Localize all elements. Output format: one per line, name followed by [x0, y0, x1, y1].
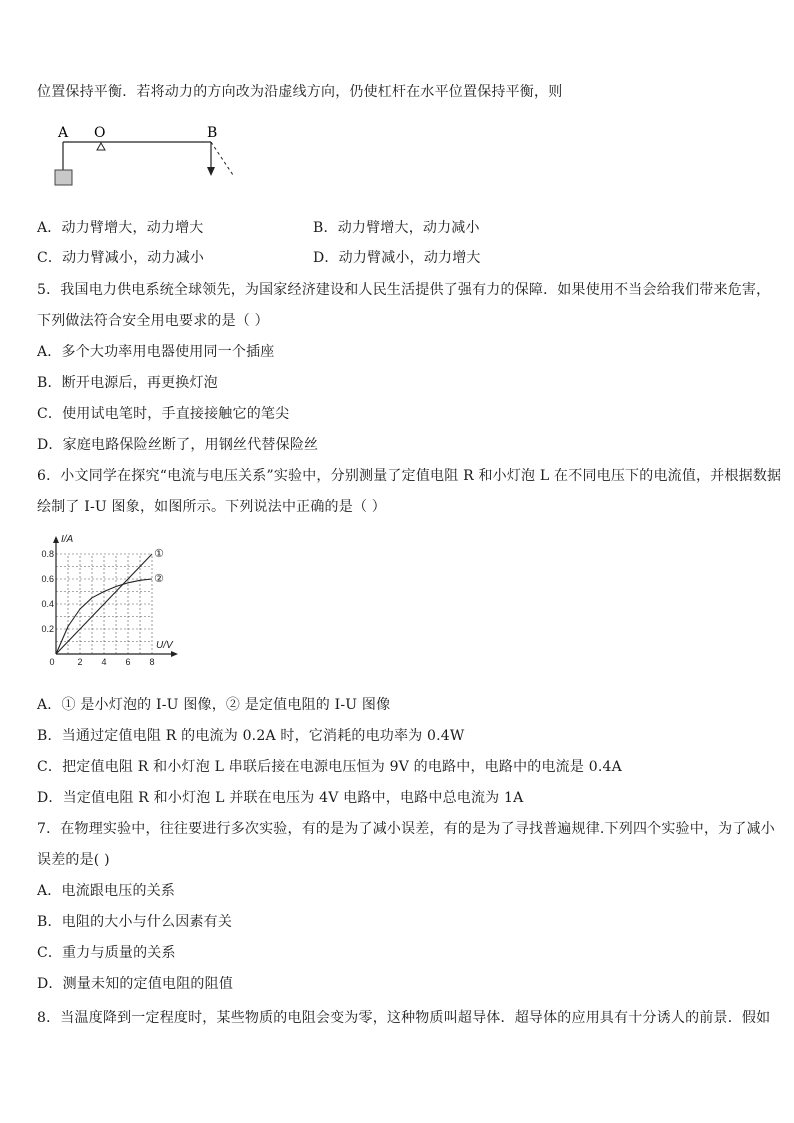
origin-label: 0 — [49, 657, 55, 667]
q5-stem-line-2: 下列做法符合安全用电要求的是（ ） — [37, 313, 269, 329]
y-tick-label: 0.8 — [41, 549, 54, 559]
series-label-1: ① — [154, 548, 164, 560]
y-tick-label: 0.2 — [41, 624, 54, 634]
lever-figure — [50, 122, 250, 192]
q4-option-c: C．动力臂减小，动力减小 — [37, 250, 205, 266]
iu-chart — [34, 530, 194, 670]
q5-option-a: A．多个大功率用电器使用同一个插座 — [37, 344, 275, 360]
q6-stem-line-2: 绘制了 I-U 图象，如图所示。下列说法中正确的是（ ） — [37, 499, 387, 515]
q5-option-c: C．使用试电笔时，手直接接触它的笔尖 — [37, 406, 290, 422]
y-tick-label: 0.6 — [41, 574, 54, 584]
q4-option-a: A．动力臂增大，动力增大 — [37, 220, 204, 236]
q5-stem-line-1: 5．我国电力供电系统全球领先，为国家经济建设和人民生活提供了强有力的保障．如果使用不当会给我们带来危害， — [37, 282, 771, 298]
lever-force-arrow-head — [207, 167, 215, 176]
q5-option-b: B．断开电源后，再更换灯泡 — [37, 375, 218, 391]
q4-option-d: D．动力臂减小，动力增大 — [313, 250, 481, 266]
y-axis-arrow — [53, 536, 59, 543]
q6-option-a: A．① 是小灯泡的 I-U 图像，② 是定值电阻的 I-U 图像 — [37, 697, 391, 713]
x-axis-label: U/V — [156, 640, 173, 651]
y-axis-label: I/A — [61, 534, 74, 545]
q4-intro: 位置保持平衡．若将动力的方向改为沿虚线方向，仍使杠杆在水平位置保持平衡，则 — [37, 84, 563, 100]
q7-option-b: B．电阻的大小与什么因素有关 — [37, 914, 233, 930]
lever-fulcrum-triangle — [97, 143, 105, 150]
q7-option-a: A．电流跟电压的关系 — [37, 883, 176, 899]
series-label-2: ② — [154, 573, 164, 585]
q7-option-d: D．测量未知的定值电阻的阻值 — [37, 976, 234, 992]
x-axis-arrow — [171, 651, 178, 657]
q7-option-c: C．重力与质量的关系 — [37, 945, 176, 961]
q4-option-b: B．动力臂增大，动力减小 — [313, 220, 480, 236]
q8-stem-line-1: 8．当温度降到一定程度时，某些物质的电阻会变为零，这种物质叫超导体．超导体的应用具有十分诱人的前景．假如 — [37, 1010, 771, 1026]
q7-stem-line-2: 误差的是( ) — [37, 852, 110, 868]
lever-label-o: O — [94, 125, 106, 141]
q6-option-b: B．当通过定值电阻 R 的电流为 0.2A 时，它消耗的电功率为 0.4W — [37, 728, 465, 744]
lever-dashed-force-line — [211, 142, 233, 175]
lever-label-a: A — [58, 125, 69, 141]
x-tick-label: 4 — [101, 657, 107, 667]
q7-stem-line-1: 7．在物理实验中，往往要进行多次实验，有的是为了减小误差，有的是为了寻找普遍规律.下列四个实验中，为了减小 — [37, 821, 775, 837]
y-tick-label: 0.4 — [41, 599, 54, 609]
q5-option-d: D．家庭电路保险丝断了，用钢丝代替保险丝 — [37, 437, 319, 453]
x-tick-label: 6 — [125, 657, 131, 667]
x-tick-label: 2 — [77, 657, 83, 667]
q6-option-d: D．当定值电阻 R 和小灯泡 L 并联在电压为 4V 电路中，电路中总电流为 1A — [37, 790, 524, 806]
lever-label-b: B — [207, 125, 218, 141]
x-tick-label: 8 — [149, 657, 155, 667]
q6-option-c: C．把定值电阻 R 和小灯泡 L 串联后接在电源电压恒为 9V 的电路中，电路中的电流是 0.4A — [37, 759, 622, 775]
q6-stem-line-1: 6．小文同学在探究“电流与电压关系”实验中，分别测量了定值电阻 R 和小灯泡 L 在不同电压下的电流值，并根据数据 — [37, 468, 782, 484]
lever-weight-block — [55, 170, 72, 185]
